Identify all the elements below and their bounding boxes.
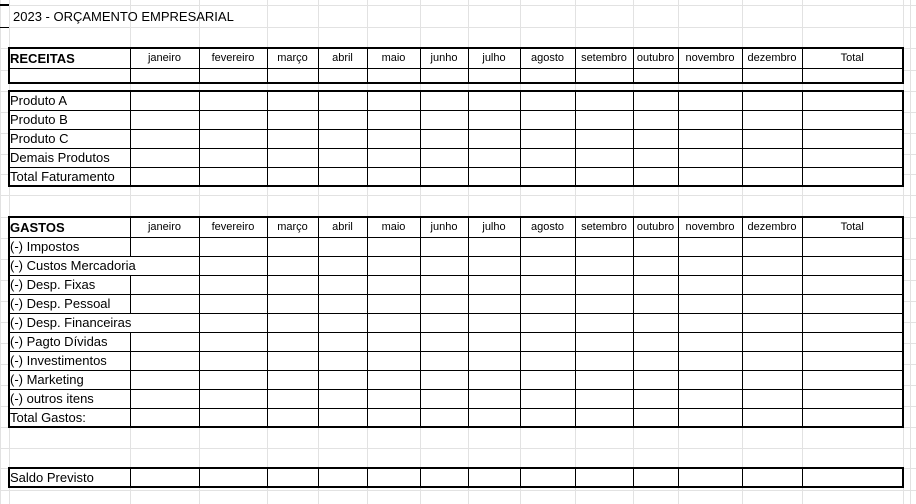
data-cell[interactable] (367, 468, 420, 487)
data-cell[interactable] (468, 468, 520, 487)
data-cell[interactable] (575, 148, 633, 167)
month-header-1[interactable]: janeiro (130, 217, 199, 237)
data-cell[interactable] (742, 237, 802, 256)
data-cell[interactable] (520, 389, 575, 408)
data-cell[interactable] (318, 148, 367, 167)
data-cell[interactable] (742, 167, 802, 186)
data-cell[interactable] (318, 351, 367, 370)
total-data-cell[interactable] (802, 332, 903, 351)
data-cell[interactable] (267, 129, 318, 148)
data-cell[interactable] (199, 370, 267, 389)
data-cell[interactable] (199, 237, 267, 256)
total-data-cell[interactable] (802, 468, 903, 487)
data-cell[interactable] (520, 351, 575, 370)
data-cell[interactable] (633, 351, 678, 370)
data-cell[interactable] (678, 167, 742, 186)
data-cell[interactable] (267, 370, 318, 389)
data-cell[interactable] (367, 313, 420, 332)
data-cell[interactable] (520, 256, 575, 275)
data-cell[interactable] (267, 332, 318, 351)
row-label-gastos-6[interactable]: (-) Pagto Dívidas (9, 332, 130, 351)
total-data-cell[interactable] (802, 237, 903, 256)
data-cell[interactable] (267, 237, 318, 256)
data-cell[interactable] (742, 129, 802, 148)
data-cell[interactable] (318, 110, 367, 129)
gridline-horizontal (0, 490, 916, 491)
data-cell[interactable] (575, 237, 633, 256)
data-cell[interactable] (420, 237, 468, 256)
data-cell[interactable] (367, 129, 420, 148)
month-header-7[interactable]: julho (468, 217, 520, 237)
data-cell[interactable] (267, 148, 318, 167)
total-data-cell[interactable] (802, 148, 903, 167)
data-cell[interactable] (633, 408, 678, 427)
gridline-vertical (0, 0, 1, 504)
data-cell[interactable] (633, 313, 678, 332)
data-cell[interactable] (575, 275, 633, 294)
data-cell[interactable] (742, 389, 802, 408)
data-cell[interactable] (267, 167, 318, 186)
saldo-table (8, 467, 904, 488)
data-cell[interactable] (420, 110, 468, 129)
data-cell[interactable] (575, 256, 633, 275)
total-data-cell[interactable] (802, 370, 903, 389)
gridline-horizontal (0, 195, 916, 196)
data-cell[interactable] (520, 408, 575, 427)
data-cell[interactable] (520, 332, 575, 351)
data-cell[interactable] (199, 256, 267, 275)
data-cell[interactable] (199, 313, 267, 332)
month-header-2[interactable]: fevereiro (199, 48, 267, 68)
month-header-10[interactable]: outubro (633, 48, 678, 68)
data-cell[interactable] (678, 294, 742, 313)
data-cell[interactable] (367, 408, 420, 427)
data-cell[interactable] (520, 68, 575, 83)
data-cell[interactable] (678, 237, 742, 256)
total-data-cell[interactable] (802, 313, 903, 332)
data-cell[interactable] (678, 110, 742, 129)
data-cell[interactable] (367, 389, 420, 408)
data-cell[interactable] (678, 91, 742, 110)
data-cell[interactable] (575, 110, 633, 129)
receitas-header-cell[interactable]: RECEITAS (9, 48, 130, 68)
total-data-cell[interactable] (802, 167, 903, 186)
data-cell[interactable] (267, 91, 318, 110)
gridline-vertical (910, 0, 911, 504)
data-cell[interactable] (199, 294, 267, 313)
data-cell[interactable] (520, 129, 575, 148)
data-cell[interactable] (468, 68, 520, 83)
row-label-gastos-2[interactable]: (-) Custos Mercadoria (9, 256, 199, 275)
data-cell[interactable] (267, 313, 318, 332)
month-header-9[interactable]: setembro (575, 48, 633, 68)
data-cell[interactable] (678, 129, 742, 148)
data-cell[interactable] (420, 167, 468, 186)
row-label-saldo-previsto[interactable]: Saldo Previsto (9, 468, 130, 487)
data-cell[interactable] (633, 129, 678, 148)
data-cell[interactable] (130, 68, 199, 83)
data-cell[interactable] (267, 294, 318, 313)
data-cell[interactable] (130, 91, 199, 110)
data-cell[interactable] (420, 351, 468, 370)
data-cell[interactable] (678, 313, 742, 332)
data-cell[interactable] (318, 167, 367, 186)
total-data-cell[interactable] (802, 389, 903, 408)
data-cell[interactable] (367, 91, 420, 110)
data-cell[interactable] (420, 389, 468, 408)
data-cell[interactable] (267, 110, 318, 129)
data-cell[interactable] (633, 275, 678, 294)
data-cell[interactable] (575, 91, 633, 110)
sheet-title-cell[interactable]: 2023 - ORÇAMENTO EMPRESARIAL (13, 9, 234, 24)
data-cell[interactable] (267, 256, 318, 275)
data-cell[interactable] (199, 332, 267, 351)
data-cell[interactable] (318, 256, 367, 275)
row-label-receitas-3[interactable]: Produto C (9, 129, 130, 148)
data-cell[interactable] (520, 370, 575, 389)
month-header-6[interactable]: junho (420, 217, 468, 237)
data-cell[interactable] (318, 294, 367, 313)
data-cell[interactable] (367, 294, 420, 313)
data-cell[interactable] (742, 468, 802, 487)
total-header[interactable]: Total (802, 48, 903, 68)
data-cell[interactable] (367, 167, 420, 186)
data-cell[interactable] (130, 237, 199, 256)
data-cell[interactable] (420, 294, 468, 313)
data-cell[interactable] (575, 370, 633, 389)
data-cell[interactable] (633, 389, 678, 408)
data-cell[interactable] (633, 91, 678, 110)
data-cell[interactable] (318, 275, 367, 294)
row-label-gastos-4[interactable]: (-) Desp. Pessoal (9, 294, 130, 313)
data-cell[interactable] (575, 351, 633, 370)
row-label-gastos-7[interactable]: (-) Investimentos (9, 351, 130, 370)
data-cell[interactable] (520, 91, 575, 110)
data-cell[interactable] (420, 408, 468, 427)
data-cell[interactable] (420, 332, 468, 351)
data-cell[interactable] (575, 408, 633, 427)
data-cell[interactable] (130, 275, 199, 294)
data-cell[interactable] (468, 294, 520, 313)
data-cell[interactable] (468, 408, 520, 427)
data-cell[interactable] (742, 351, 802, 370)
data-cell[interactable] (468, 237, 520, 256)
row-label-gastos-8[interactable]: (-) Marketing (9, 370, 130, 389)
data-cell[interactable] (420, 370, 468, 389)
data-cell[interactable] (575, 468, 633, 487)
data-cell[interactable] (318, 389, 367, 408)
data-cell[interactable] (130, 389, 199, 408)
data-cell[interactable] (468, 332, 520, 351)
data-cell[interactable] (742, 332, 802, 351)
data-cell[interactable] (742, 110, 802, 129)
data-cell[interactable] (520, 468, 575, 487)
row-label-gastos-1[interactable]: (-) Impostos (9, 237, 130, 256)
month-header-4[interactable]: abril (318, 48, 367, 68)
data-cell[interactable] (742, 313, 802, 332)
data-cell[interactable] (420, 68, 468, 83)
data-cell[interactable] (575, 313, 633, 332)
data-cell[interactable] (520, 148, 575, 167)
data-cell[interactable] (199, 468, 267, 487)
data-cell[interactable] (633, 148, 678, 167)
data-cell[interactable] (520, 167, 575, 186)
data-cell[interactable] (267, 275, 318, 294)
data-cell[interactable] (468, 389, 520, 408)
data-cell[interactable] (130, 148, 199, 167)
data-cell[interactable] (633, 110, 678, 129)
data-cell[interactable] (318, 237, 367, 256)
data-cell[interactable] (199, 351, 267, 370)
total-data-cell[interactable] (802, 129, 903, 148)
month-header-11[interactable]: novembro (678, 48, 742, 68)
month-header-10[interactable]: outubro (633, 217, 678, 237)
data-cell[interactable] (678, 389, 742, 408)
total-data-cell[interactable] (802, 351, 903, 370)
data-cell[interactable] (367, 332, 420, 351)
data-cell[interactable] (199, 148, 267, 167)
row-label-receitas-1[interactable]: Produto A (9, 91, 130, 110)
data-cell[interactable] (199, 389, 267, 408)
data-cell[interactable] (199, 275, 267, 294)
data-cell[interactable] (420, 91, 468, 110)
gridline-horizontal (0, 448, 916, 449)
data-cell[interactable] (633, 468, 678, 487)
data-cell[interactable] (468, 351, 520, 370)
month-header-7[interactable]: julho (468, 48, 520, 68)
data-cell[interactable] (130, 110, 199, 129)
total-data-cell[interactable] (802, 256, 903, 275)
row-label-receitas-5[interactable]: Total Faturamento (9, 167, 130, 186)
title-cell-top-border (0, 4, 9, 6)
receitas-rows-table (8, 90, 904, 187)
month-header-12[interactable]: dezembro (742, 217, 802, 237)
data-cell[interactable] (420, 129, 468, 148)
total-data-cell[interactable] (802, 91, 903, 110)
data-cell[interactable] (130, 351, 199, 370)
data-cell[interactable] (633, 256, 678, 275)
gridline-horizontal (0, 27, 916, 28)
data-cell[interactable] (199, 68, 267, 83)
data-cell[interactable] (575, 167, 633, 186)
data-cell[interactable] (267, 408, 318, 427)
month-header-6[interactable]: junho (420, 48, 468, 68)
data-cell[interactable] (468, 275, 520, 294)
data-cell[interactable] (742, 256, 802, 275)
data-cell[interactable] (678, 370, 742, 389)
row-label-receitas-2[interactable]: Produto B (9, 110, 130, 129)
data-cell[interactable] (367, 148, 420, 167)
data-cell[interactable] (520, 275, 575, 294)
data-cell[interactable] (742, 294, 802, 313)
data-cell[interactable] (130, 294, 199, 313)
row-label-receitas-4[interactable]: Demais Produtos (9, 148, 130, 167)
data-cell[interactable] (468, 91, 520, 110)
data-cell[interactable] (367, 110, 420, 129)
data-cell[interactable] (318, 408, 367, 427)
data-cell[interactable] (130, 370, 199, 389)
month-header-5[interactable]: maio (367, 48, 420, 68)
receitas-header-table (8, 47, 904, 84)
total-data-cell[interactable] (802, 275, 903, 294)
data-cell[interactable] (318, 68, 367, 83)
data-cell[interactable] (742, 148, 802, 167)
data-cell[interactable] (742, 91, 802, 110)
data-cell[interactable] (633, 370, 678, 389)
data-cell[interactable] (318, 313, 367, 332)
month-header-1[interactable]: janeiro (130, 48, 199, 68)
data-cell[interactable] (742, 408, 802, 427)
data-cell[interactable] (367, 237, 420, 256)
month-header-11[interactable]: novembro (678, 217, 742, 237)
data-cell[interactable] (633, 332, 678, 351)
data-cell[interactable] (468, 167, 520, 186)
total-data-cell[interactable] (802, 110, 903, 129)
data-cell[interactable] (575, 68, 633, 83)
data-cell[interactable] (367, 256, 420, 275)
data-cell[interactable] (267, 351, 318, 370)
row-label-gastos-5[interactable]: (-) Desp. Financeiras (9, 313, 199, 332)
row-label-gastos-10[interactable]: Total Gastos: (9, 408, 130, 427)
data-cell[interactable] (468, 110, 520, 129)
data-cell[interactable] (633, 294, 678, 313)
data-cell[interactable] (130, 408, 199, 427)
total-data-cell[interactable] (802, 408, 903, 427)
data-cell[interactable] (468, 370, 520, 389)
month-header-8[interactable]: agosto (520, 217, 575, 237)
month-header-8[interactable]: agosto (520, 48, 575, 68)
data-cell[interactable] (130, 167, 199, 186)
data-cell[interactable] (468, 256, 520, 275)
data-cell[interactable] (420, 256, 468, 275)
data-cell[interactable] (678, 256, 742, 275)
data-cell[interactable] (633, 167, 678, 186)
data-cell[interactable] (130, 332, 199, 351)
month-header-3[interactable]: março (267, 48, 318, 68)
data-cell[interactable] (367, 275, 420, 294)
data-cell[interactable] (742, 68, 802, 83)
data-cell[interactable] (678, 68, 742, 83)
data-cell[interactable] (678, 408, 742, 427)
data-cell[interactable] (130, 129, 199, 148)
month-header-2[interactable]: fevereiro (199, 217, 267, 237)
data-cell[interactable] (199, 129, 267, 148)
data-cell[interactable] (520, 313, 575, 332)
title-cell-bottom-border (0, 27, 9, 28)
data-cell[interactable] (199, 110, 267, 129)
data-cell[interactable] (575, 332, 633, 351)
data-cell[interactable] (678, 468, 742, 487)
data-cell[interactable] (199, 91, 267, 110)
data-cell[interactable] (678, 148, 742, 167)
month-header-5[interactable]: maio (367, 217, 420, 237)
data-cell[interactable] (678, 332, 742, 351)
data-cell[interactable] (742, 370, 802, 389)
total-header[interactable]: Total (802, 217, 903, 237)
data-cell[interactable] (318, 332, 367, 351)
month-header-12[interactable]: dezembro (742, 48, 802, 68)
label-cell-empty[interactable] (9, 68, 130, 83)
data-cell[interactable] (199, 167, 267, 186)
data-cell[interactable] (520, 110, 575, 129)
data-cell[interactable] (575, 389, 633, 408)
data-cell[interactable] (468, 148, 520, 167)
month-header-4[interactable]: abril (318, 217, 367, 237)
data-cell[interactable] (267, 468, 318, 487)
data-cell[interactable] (318, 468, 367, 487)
data-cell[interactable] (318, 91, 367, 110)
data-cell[interactable] (520, 294, 575, 313)
month-header-3[interactable]: março (267, 217, 318, 237)
data-cell[interactable] (130, 468, 199, 487)
data-cell[interactable] (318, 129, 367, 148)
data-cell[interactable] (802, 68, 903, 83)
gastos-table (8, 216, 904, 428)
data-cell[interactable] (420, 275, 468, 294)
data-cell[interactable] (267, 389, 318, 408)
data-cell[interactable] (318, 370, 367, 389)
data-cell[interactable] (468, 129, 520, 148)
row-label-gastos-9[interactable]: (-) outros itens (9, 389, 130, 408)
month-header-9[interactable]: setembro (575, 217, 633, 237)
data-cell[interactable] (367, 68, 420, 83)
data-cell[interactable] (520, 237, 575, 256)
data-cell[interactable] (468, 313, 520, 332)
data-cell[interactable] (367, 370, 420, 389)
data-cell[interactable] (678, 351, 742, 370)
data-cell[interactable] (267, 68, 318, 83)
data-cell[interactable] (575, 129, 633, 148)
data-cell[interactable] (199, 408, 267, 427)
row-label-gastos-3[interactable]: (-) Desp. Fixas (9, 275, 130, 294)
data-cell[interactable] (742, 275, 802, 294)
total-data-cell[interactable] (802, 294, 903, 313)
data-cell[interactable] (633, 68, 678, 83)
data-cell[interactable] (575, 294, 633, 313)
data-cell[interactable] (633, 237, 678, 256)
data-cell[interactable] (420, 468, 468, 487)
data-cell[interactable] (678, 275, 742, 294)
data-cell[interactable] (367, 351, 420, 370)
data-cell[interactable] (420, 313, 468, 332)
gastos-header-cell[interactable]: GASTOS (9, 217, 130, 237)
data-cell[interactable] (420, 148, 468, 167)
